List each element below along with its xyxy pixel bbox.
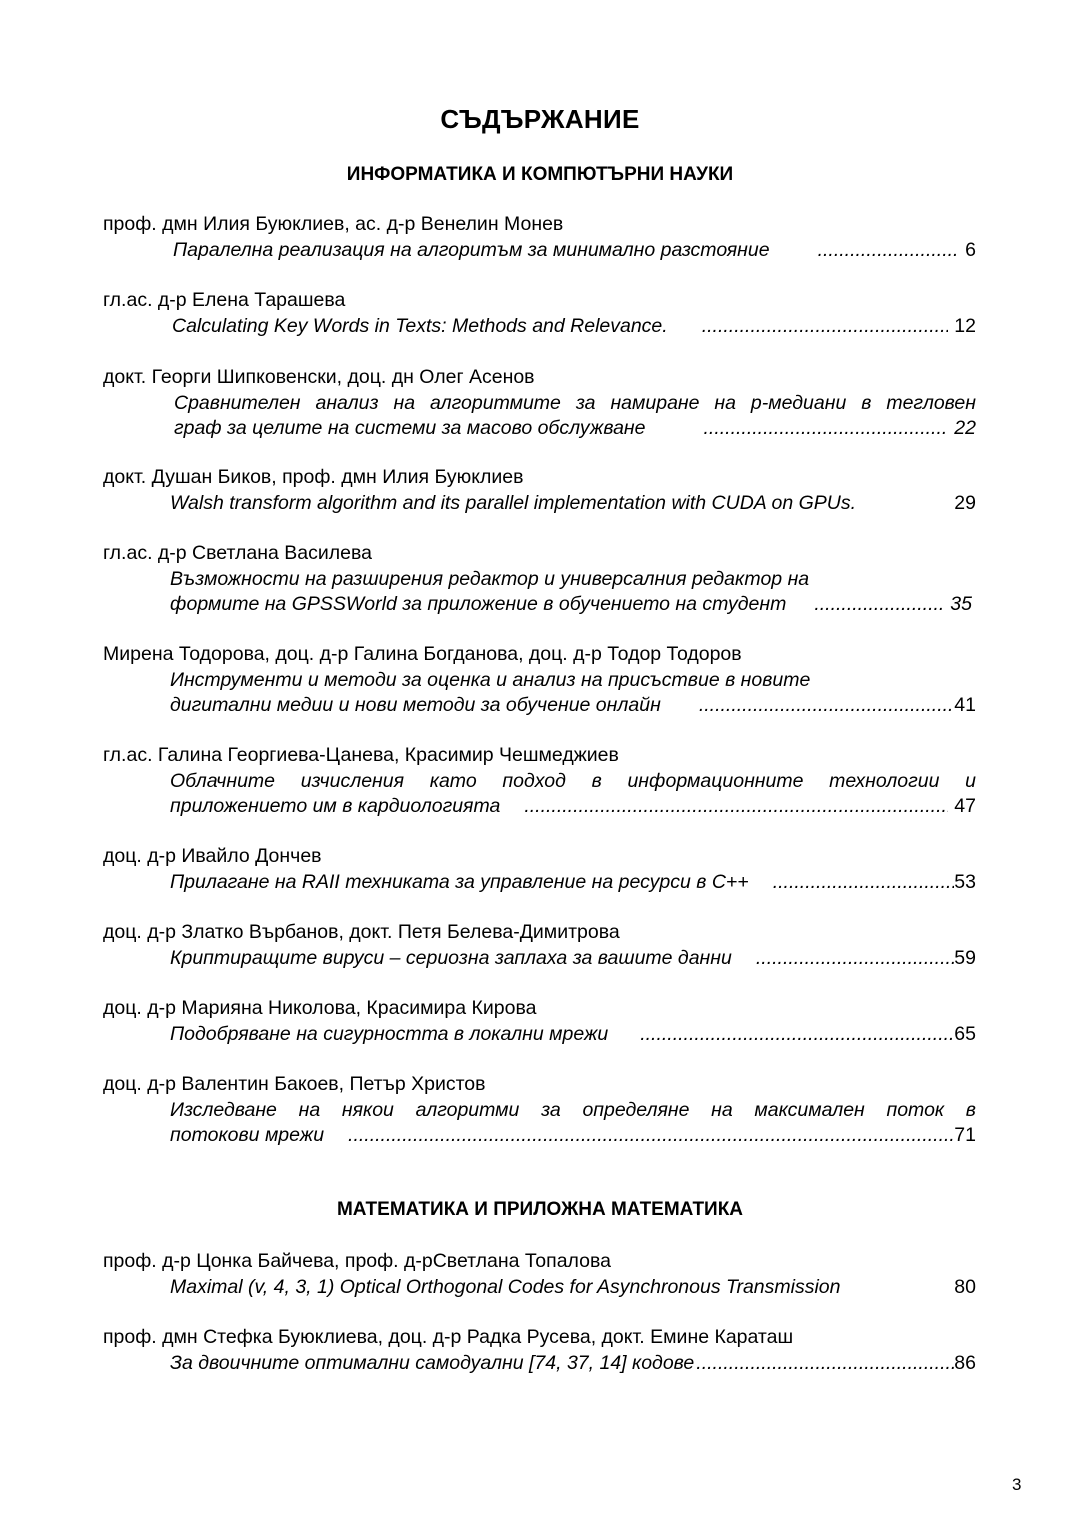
entry-title: Инструменти и методи за оценка и анализ на присъствие в новите bbox=[170, 668, 811, 691]
entry-title: Walsh transform algorithm and its parallel implementation with CUDA on GPUs. bbox=[170, 491, 857, 514]
toc-entry bbox=[103, 365, 976, 442]
toc-entry bbox=[103, 996, 976, 1047]
entry-title: Изследване на някои алгоритми за определяне на максимален поток в bbox=[170, 1098, 976, 1121]
toc-entry bbox=[103, 743, 976, 820]
dot-leader bbox=[348, 1123, 954, 1149]
entry-authors: доц. д-р Марияна Николова, Красимира Кирова bbox=[103, 997, 537, 1019]
entry-title-line[interactable] bbox=[170, 1022, 976, 1048]
entry-title-line bbox=[170, 1123, 976, 1149]
entry-title-line bbox=[170, 794, 976, 820]
toc-entry bbox=[103, 541, 976, 618]
entry-title-line[interactable] bbox=[170, 946, 976, 972]
entry-title-block[interactable] bbox=[170, 567, 976, 618]
entry-title: Сравнителен анализ на алгоритмите за намиране на p-медиани в тегловен bbox=[174, 391, 976, 414]
entry-title-line[interactable] bbox=[172, 314, 976, 340]
entry-authors: гл.ас. Галина Георгиева-Цанева, Красимир Чешмеджиев bbox=[103, 744, 619, 766]
entry-authors: гл.ас. д-р Елена Тарашева bbox=[103, 289, 346, 311]
dot-leader bbox=[696, 1351, 954, 1377]
entry-page-number: 80 bbox=[954, 1275, 976, 1298]
entry-authors: докт. Душан Биков, проф. дмн Илия Буюклиев bbox=[103, 466, 524, 488]
dot-leader bbox=[699, 693, 954, 719]
entry-title-block[interactable] bbox=[170, 668, 976, 719]
toc-entry bbox=[103, 920, 976, 971]
entry-title-line[interactable] bbox=[170, 870, 976, 896]
entry-title-line[interactable] bbox=[170, 1351, 976, 1377]
entry-title-block[interactable] bbox=[174, 391, 976, 442]
entry-title: Облачните изчисления като подход в информационните технологии и bbox=[170, 769, 976, 792]
section-heading-informatics: ИНФОРМАТИКА И КОМПЮТЪРНИ НАУКИ bbox=[346, 164, 734, 185]
dot-leader bbox=[640, 1022, 954, 1048]
entry-page-number: 53 bbox=[954, 870, 976, 893]
entry-authors: проф. дмн Стефка Буюклиева, доц. д-р Радка Русева, докт. Емине Караташ bbox=[103, 1326, 794, 1348]
entry-authors: Мирена Тодорова, доц. д-р Галина Богданова, доц. д-р Тодор Тодоров bbox=[103, 643, 742, 665]
entry-title: приложението им в кардиологията bbox=[170, 795, 501, 817]
entry-authors: доц. д-р Ивайло Дончев bbox=[103, 845, 322, 867]
entry-authors: доц. д-р Валентин Бакоев, Петър Христов bbox=[103, 1073, 486, 1095]
entry-title: За двоичните оптимални самодуални [74, 37, 14] кодове bbox=[170, 1351, 695, 1374]
page-number: 3 bbox=[1012, 1475, 1022, 1494]
toc-entry bbox=[103, 1249, 976, 1300]
entry-title: Възможности на разширения редактор и универсалния редактор на bbox=[170, 567, 810, 590]
page-title: СЪДЪРЖАНИЕ bbox=[440, 104, 640, 134]
entry-title-line bbox=[170, 693, 976, 719]
entry-title-line[interactable] bbox=[170, 491, 976, 517]
entry-title-line bbox=[170, 592, 972, 618]
entry-title-line[interactable] bbox=[173, 238, 976, 264]
entry-page-number: 47 bbox=[954, 795, 976, 817]
entry-page-number: 29 bbox=[954, 491, 976, 514]
toc-entry bbox=[103, 465, 976, 516]
entry-title: потокови мрежи bbox=[170, 1124, 325, 1146]
dot-leader bbox=[818, 238, 960, 264]
entry-title: дигитални медии и нови методи за обучение онлайн bbox=[170, 694, 661, 716]
entry-authors: гл.ас. д-р Светлана Василева bbox=[103, 542, 372, 564]
entry-title: Calculating Key Words in Texts: Methods and Relevance. bbox=[172, 314, 668, 337]
entry-title: Maximal (v, 4, 3, 1) Optical Orthogonal Codes for Asynchronous Transmission bbox=[170, 1275, 841, 1298]
dot-leader bbox=[814, 592, 944, 618]
toc-entry bbox=[103, 212, 976, 263]
entry-title-line[interactable] bbox=[170, 1275, 976, 1301]
entry-page-number: 35 bbox=[950, 593, 972, 615]
toc-entry bbox=[103, 1072, 976, 1149]
entry-title: Криптиращите вируси – сериозна заплаха за вашите данни bbox=[170, 946, 732, 969]
entry-page-number: 65 bbox=[954, 1022, 976, 1045]
entry-authors: докт. Георги Шипковенски, доц. дн Олег Асенов bbox=[103, 366, 535, 388]
entry-authors: проф. д-р Цонка Байчева, проф. д-рСветлана Топалова bbox=[103, 1250, 611, 1272]
entry-page-number: 12 bbox=[954, 314, 976, 337]
entry-title-block[interactable] bbox=[170, 769, 976, 820]
section-heading-mathematics: МАТЕМАТИКА И ПРИЛОЖНА МАТЕМАТИКА bbox=[336, 1199, 744, 1220]
entry-page-number: 71 bbox=[954, 1124, 976, 1146]
dot-leader bbox=[524, 794, 948, 820]
entry-title: граф за целите на системи за масово обслужване bbox=[174, 417, 646, 439]
dot-leader bbox=[773, 870, 955, 896]
entry-title-block[interactable] bbox=[170, 1098, 976, 1149]
entry-page-number: 59 bbox=[954, 946, 976, 969]
toc-entry bbox=[103, 288, 976, 339]
dot-leader bbox=[702, 314, 949, 340]
entry-page-number: 22 bbox=[954, 417, 976, 439]
entry-page-number: 6 bbox=[965, 238, 976, 261]
entry-title: Прилагане на RAII техниката за управление на ресурси в C++ bbox=[170, 870, 749, 893]
entry-title: формите на GPSSWorld за приложение в обучението на студент bbox=[170, 593, 787, 615]
entry-title: Паралелна реализация на алгоритъм за минимално разстояние bbox=[173, 238, 770, 261]
entry-title: Подобряване на сигурността в локални мрежи bbox=[170, 1022, 609, 1045]
entry-title-line bbox=[174, 416, 976, 442]
entry-page-number: 86 bbox=[954, 1351, 976, 1374]
entry-authors: проф. дмн Илия Буюклиев, ас. д-р Венелин Монев bbox=[103, 213, 564, 235]
dot-leader bbox=[704, 416, 949, 442]
toc-entry bbox=[103, 1325, 976, 1376]
toc-entry bbox=[103, 642, 976, 719]
entry-authors: доц. д-р Златко Върбанов, докт. Петя Белева-Димитрова bbox=[103, 921, 620, 943]
entry-page-number: 41 bbox=[954, 694, 976, 716]
dot-leader bbox=[756, 946, 954, 972]
toc-entry bbox=[103, 844, 976, 895]
